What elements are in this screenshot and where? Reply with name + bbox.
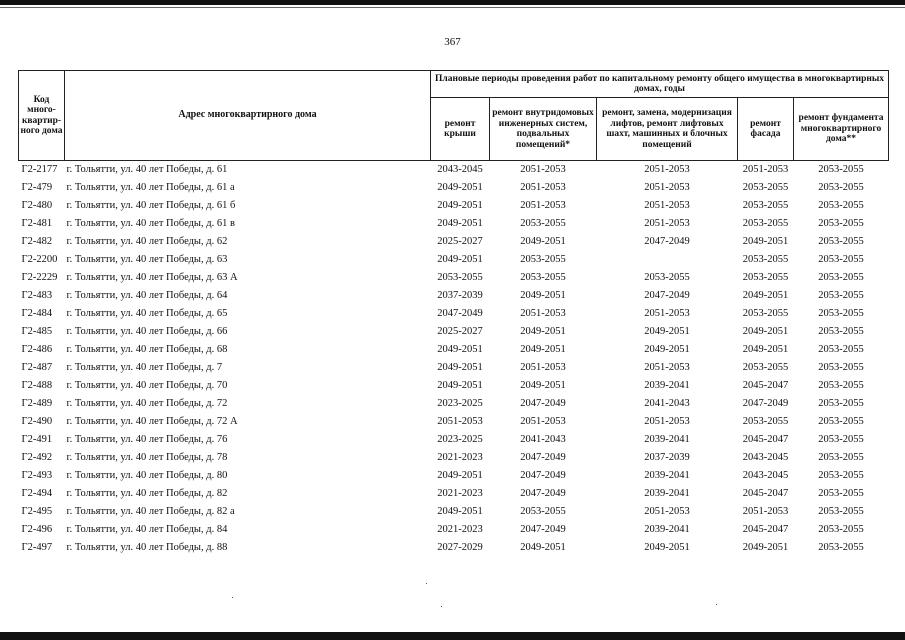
- lift-repair-cell: 2037-2039: [644, 452, 690, 463]
- table-row: [19, 449, 889, 467]
- address-cell: г. Тольятти, ул. 40 лет Победы, д. 88: [66, 542, 228, 553]
- roof-repair-cell: 2021-2023: [437, 488, 483, 499]
- foundation-repair-cell: 2053-2055: [818, 470, 864, 481]
- lift-repair-cell: 2053-2055: [644, 272, 690, 283]
- systems-repair-cell: 2049-2051: [520, 326, 566, 337]
- foundation-repair-cell: 2053-2055: [818, 524, 864, 535]
- facade-repair-cell: 2053-2055: [742, 416, 789, 427]
- address-cell: г. Тольятти, ул. 40 лет Победы, д. 61 а: [66, 182, 235, 193]
- foundation-repair-cell: 2053-2055: [818, 380, 864, 391]
- code-cell: Г2-497: [21, 542, 53, 553]
- facade-repair-cell: 2051-2053: [742, 164, 789, 175]
- roof-repair-cell: 2049-2051: [437, 218, 483, 229]
- lift-repair-cell: 2047-2049: [644, 236, 690, 247]
- roof-repair-cell: 2037-2039: [437, 290, 483, 301]
- lift-repair-cell: [597, 251, 738, 269]
- code-cell: Г2-481: [21, 218, 53, 229]
- code-cell: Г2-484: [21, 308, 53, 319]
- address-cell: г. Тольятти, ул. 40 лет Победы, д. 63: [66, 254, 228, 265]
- address-cell: г. Тольятти, ул. 40 лет Победы, д. 61 б: [66, 200, 236, 211]
- foundation-repair-cell: 2053-2055: [818, 506, 864, 517]
- header-code: Код много-квартир-ного дома: [19, 71, 65, 161]
- address-cell: г. Тольятти, ул. 40 лет Победы, д. 7: [66, 362, 223, 373]
- systems-repair-cell: 2047-2049: [520, 524, 566, 535]
- header-foundation: ремонт фундамента многоквартирного дома**: [794, 98, 889, 161]
- lift-repair-cell: 2039-2041: [644, 470, 690, 481]
- header-address: Адрес многоквартирного дома: [65, 71, 431, 161]
- lift-repair-cell: 2049-2051: [644, 326, 690, 337]
- code-cell: Г2-483: [21, 290, 53, 301]
- facade-repair-cell: 2049-2051: [742, 236, 789, 247]
- lift-repair-cell: 2051-2053: [644, 200, 690, 211]
- header-roof: ремонт крыши: [431, 98, 490, 161]
- roof-repair-cell: 2049-2051: [437, 380, 483, 391]
- roof-repair-cell: 2023-2025: [437, 434, 483, 445]
- foundation-repair-cell: 2053-2055: [818, 434, 864, 445]
- lift-repair-cell: 2039-2041: [644, 488, 690, 499]
- address-cell: г. Тольятти, ул. 40 лет Победы, д. 70: [66, 380, 228, 391]
- table-row: [19, 179, 889, 197]
- facade-repair-cell: 2045-2047: [742, 434, 789, 445]
- table-row: [19, 503, 889, 521]
- systems-repair-cell: 2053-2055: [520, 506, 566, 517]
- address-cell: г. Тольятти, ул. 40 лет Победы, д. 61 в: [66, 218, 235, 229]
- foundation-repair-cell: 2053-2055: [818, 164, 864, 175]
- scan-speck: [426, 583, 427, 584]
- code-cell: Г2-490: [21, 416, 53, 427]
- address-cell: г. Тольятти, ул. 40 лет Победы, д. 66: [66, 326, 228, 337]
- foundation-repair-cell: 2053-2055: [818, 416, 864, 427]
- address-cell: г. Тольятти, ул. 40 лет Победы, д. 78: [66, 452, 228, 463]
- roof-repair-cell: 2023-2025: [437, 398, 483, 409]
- systems-repair-cell: 2051-2053: [520, 164, 566, 175]
- lift-repair-cell: 2051-2053: [644, 218, 690, 229]
- roof-repair-cell: 2043-2045: [437, 164, 483, 175]
- code-cell: Г2-495: [21, 506, 53, 517]
- systems-repair-cell: 2053-2055: [520, 272, 566, 283]
- roof-repair-cell: 2049-2051: [437, 254, 483, 265]
- table-row: [19, 251, 889, 269]
- capital-repair-table: [18, 70, 889, 557]
- address-cell: г. Тольятти, ул. 40 лет Победы, д. 80: [66, 470, 228, 481]
- table-body: [19, 161, 889, 558]
- header-lifts: ремонт, замена, модернизация лифтов, ремонт лифтовых шахт, машинных и блочных помещений: [597, 98, 738, 161]
- code-cell: Г2-491: [21, 434, 53, 445]
- roof-repair-cell: 2025-2027: [437, 236, 483, 247]
- roof-repair-cell: 2049-2051: [437, 182, 483, 193]
- table-row: [19, 467, 889, 485]
- foundation-repair-cell: 2053-2055: [818, 452, 864, 463]
- table-row: [19, 287, 889, 305]
- table-row: [19, 197, 889, 215]
- table-row: [19, 233, 889, 251]
- systems-repair-cell: 2041-2043: [520, 434, 566, 445]
- roof-repair-cell: 2049-2051: [437, 362, 483, 373]
- systems-repair-cell: 2051-2053: [520, 362, 566, 373]
- roof-repair-cell: 2049-2051: [437, 506, 483, 517]
- scan-speck: [441, 606, 442, 607]
- facade-repair-cell: 2053-2055: [742, 362, 789, 373]
- code-cell: Г2-494: [21, 488, 53, 499]
- top-border-bar: [0, 0, 905, 5]
- address-cell: г. Тольятти, ул. 40 лет Победы, д. 61: [66, 164, 228, 175]
- lift-repair-cell: 2051-2053: [644, 416, 690, 427]
- foundation-repair-cell: 2053-2055: [818, 308, 864, 319]
- lift-repair-cell: 2047-2049: [644, 290, 690, 301]
- table-row: [19, 161, 889, 180]
- facade-repair-cell: 2053-2055: [742, 308, 789, 319]
- scan-speck: [716, 604, 717, 605]
- lift-repair-cell: 2049-2051: [644, 542, 690, 553]
- facade-repair-cell: 2049-2051: [742, 542, 789, 553]
- foundation-repair-cell: 2053-2055: [818, 344, 864, 355]
- facade-repair-cell: 2045-2047: [742, 524, 789, 535]
- facade-repair-cell: 2049-2051: [742, 344, 789, 355]
- code-cell: Г2-486: [21, 344, 53, 355]
- foundation-repair-cell: 2053-2055: [818, 218, 864, 229]
- roof-repair-cell: 2027-2029: [437, 542, 483, 553]
- code-cell: Г2-482: [21, 236, 53, 247]
- systems-repair-cell: 2047-2049: [520, 488, 566, 499]
- roof-repair-cell: 2049-2051: [437, 344, 483, 355]
- facade-repair-cell: 2045-2047: [742, 488, 789, 499]
- foundation-repair-cell: 2053-2055: [818, 236, 864, 247]
- systems-repair-cell: 2049-2051: [520, 344, 566, 355]
- lift-repair-cell: 2039-2041: [644, 380, 690, 391]
- address-cell: г. Тольятти, ул. 40 лет Победы, д. 72: [66, 398, 228, 409]
- code-cell: Г2-2177: [21, 164, 58, 175]
- facade-repair-cell: 2045-2047: [742, 380, 789, 391]
- table-row: [19, 323, 889, 341]
- table-row: [19, 305, 889, 323]
- lift-repair-cell: 2051-2053: [644, 164, 690, 175]
- address-cell: г. Тольятти, ул. 40 лет Победы, д. 64: [66, 290, 228, 301]
- address-cell: г. Тольятти, ул. 40 лет Победы, д. 82: [66, 488, 228, 499]
- facade-repair-cell: 2053-2055: [742, 272, 789, 283]
- facade-repair-cell: 2049-2051: [742, 290, 789, 301]
- table-row: [19, 539, 889, 557]
- address-cell: г. Тольятти, ул. 40 лет Победы, д. 68: [66, 344, 228, 355]
- foundation-repair-cell: 2053-2055: [818, 362, 864, 373]
- address-cell: г. Тольятти, ул. 40 лет Победы, д. 63 А: [66, 272, 238, 283]
- systems-repair-cell: 2049-2051: [520, 290, 566, 301]
- lift-repair-cell: 2039-2041: [644, 434, 690, 445]
- facade-repair-cell: 2049-2051: [742, 326, 789, 337]
- code-cell: Г2-488: [21, 380, 53, 391]
- scan-speck: [232, 597, 233, 598]
- bottom-border-bar: [0, 632, 905, 640]
- address-cell: г. Тольятти, ул. 40 лет Победы, д. 82 а: [66, 506, 235, 517]
- systems-repair-cell: 2051-2053: [520, 200, 566, 211]
- foundation-repair-cell: 2053-2055: [818, 542, 864, 553]
- roof-repair-cell: 2021-2023: [437, 524, 483, 535]
- roof-repair-cell: 2053-2055: [437, 272, 483, 283]
- foundation-repair-cell: 2053-2055: [818, 488, 864, 499]
- address-cell: г. Тольятти, ул. 40 лет Победы, д. 65: [66, 308, 228, 319]
- foundation-repair-cell: 2053-2055: [818, 272, 864, 283]
- facade-repair-cell: 2053-2055: [742, 254, 789, 265]
- foundation-repair-cell: 2053-2055: [818, 254, 864, 265]
- table-row: [19, 377, 889, 395]
- roof-repair-cell: 2051-2053: [437, 416, 483, 427]
- code-cell: Г2-480: [21, 200, 53, 211]
- roof-repair-cell: 2049-2051: [437, 200, 483, 211]
- code-cell: Г2-493: [21, 470, 53, 481]
- systems-repair-cell: 2051-2053: [520, 308, 566, 319]
- page-number: 367: [444, 36, 461, 48]
- header-systems: ремонт внутридомовых инженерных систем, подвальных помещений*: [490, 98, 597, 161]
- facade-repair-cell: 2053-2055: [742, 182, 789, 193]
- table-row: [19, 521, 889, 539]
- systems-repair-cell: 2053-2055: [520, 254, 566, 265]
- code-cell: Г2-2229: [21, 272, 58, 283]
- code-cell: Г2-485: [21, 326, 53, 337]
- lift-repair-cell: 2051-2053: [644, 308, 690, 319]
- systems-repair-cell: 2049-2051: [520, 380, 566, 391]
- code-cell: Г2-2200: [21, 254, 58, 265]
- roof-repair-cell: 2047-2049: [437, 308, 483, 319]
- lift-repair-cell: 2051-2053: [644, 182, 690, 193]
- code-cell: Г2-492: [21, 452, 53, 463]
- systems-repair-cell: 2047-2049: [520, 398, 566, 409]
- facade-repair-cell: 2043-2045: [742, 452, 789, 463]
- facade-repair-cell: 2051-2053: [742, 506, 789, 517]
- roof-repair-cell: 2049-2051: [437, 470, 483, 481]
- systems-repair-cell: 2049-2051: [520, 542, 566, 553]
- table-row: [19, 359, 889, 377]
- roof-repair-cell: 2025-2027: [437, 326, 483, 337]
- table-row: [19, 485, 889, 503]
- foundation-repair-cell: 2053-2055: [818, 182, 864, 193]
- foundation-repair-cell: 2053-2055: [818, 200, 864, 211]
- table-header: [19, 71, 889, 161]
- table-row: [19, 215, 889, 233]
- systems-repair-cell: 2047-2049: [520, 452, 566, 463]
- systems-repair-cell: 2047-2049: [520, 470, 566, 481]
- code-cell: Г2-487: [21, 362, 53, 373]
- systems-repair-cell: 2049-2051: [520, 236, 566, 247]
- table-row: [19, 269, 889, 287]
- lift-repair-cell: 2039-2041: [644, 524, 690, 535]
- foundation-repair-cell: 2053-2055: [818, 290, 864, 301]
- facade-repair-cell: 2043-2045: [742, 470, 789, 481]
- table-row: [19, 413, 889, 431]
- address-cell: г. Тольятти, ул. 40 лет Победы, д. 62: [66, 236, 228, 247]
- address-cell: г. Тольятти, ул. 40 лет Победы, д. 76: [66, 434, 228, 445]
- systems-repair-cell: 2051-2053: [520, 416, 566, 427]
- foundation-repair-cell: 2053-2055: [818, 326, 864, 337]
- table-row: [19, 395, 889, 413]
- address-cell: г. Тольятти, ул. 40 лет Победы, д. 84: [66, 524, 228, 535]
- lift-repair-cell: 2041-2043: [644, 398, 690, 409]
- header-periods: Плановые периоды проведения работ по капитальному ремонту общего имущества в многоквартирных домах, годы: [431, 71, 889, 98]
- address-cell: г. Тольятти, ул. 40 лет Победы, д. 72 А: [66, 416, 238, 427]
- roof-repair-cell: 2021-2023: [437, 452, 483, 463]
- foundation-repair-cell: 2053-2055: [818, 398, 864, 409]
- code-cell: Г2-496: [21, 524, 53, 535]
- systems-repair-cell: 2053-2055: [520, 218, 566, 229]
- code-cell: Г2-479: [21, 182, 53, 193]
- systems-repair-cell: 2051-2053: [520, 182, 566, 193]
- lift-repair-cell: 2049-2051: [644, 344, 690, 355]
- header-facade: ремонт фасада: [738, 98, 794, 161]
- facade-repair-cell: 2047-2049: [742, 398, 789, 409]
- lift-repair-cell: 2051-2053: [644, 362, 690, 373]
- table-row: [19, 431, 889, 449]
- facade-repair-cell: 2053-2055: [742, 218, 789, 229]
- code-cell: Г2-489: [21, 398, 53, 409]
- table-row: [19, 341, 889, 359]
- facade-repair-cell: 2053-2055: [742, 200, 789, 211]
- lift-repair-cell: 2051-2053: [644, 506, 690, 517]
- top-border-line: [0, 7, 905, 8]
